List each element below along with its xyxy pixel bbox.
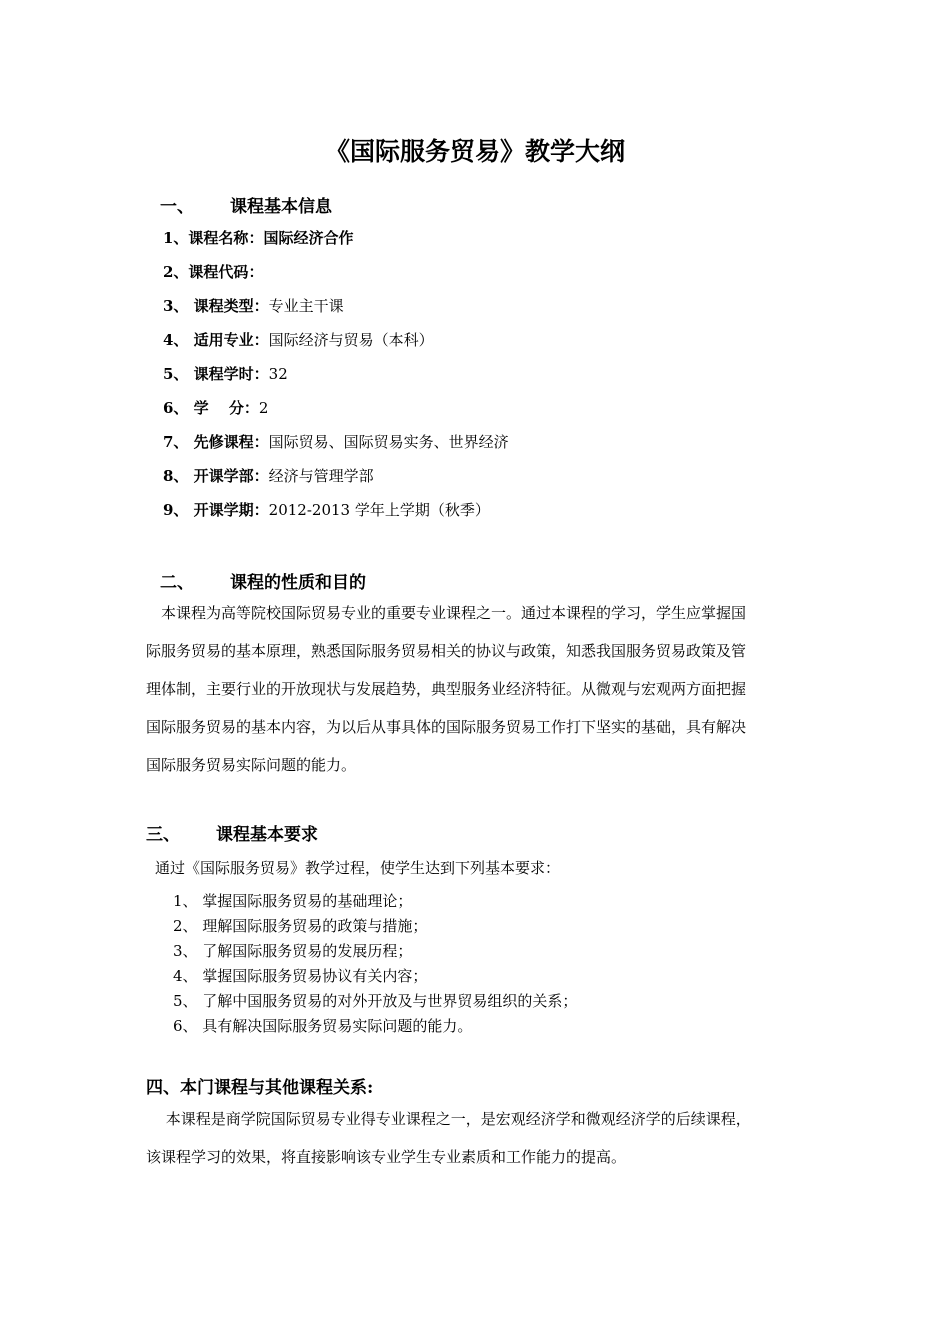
info-line: 6、 学 分：2: [163, 399, 269, 417]
requirement-item: 4、 掌握国际服务贸易协议有关内容；: [173, 967, 428, 985]
section-number: 二、: [160, 573, 194, 593]
document-title: 《国际服务贸易》教学大纲: [324, 137, 625, 166]
section-title: 课程基本要求: [216, 825, 318, 845]
section-title: 课程基本信息: [230, 197, 332, 217]
section-3-heading: [146, 820, 318, 845]
requirements-intro: 通过《国际服务贸易》教学过程，使学生达到下列基本要求：: [155, 859, 561, 877]
info-line: 7、 先修课程：国际贸易、国际贸易实务、世界经济: [163, 433, 509, 451]
paragraph-line: 理体制，主要行业的开放现状与发展趋势，典型服务业经济特征。从微观与宏观两方面把握: [146, 680, 747, 698]
paragraph-line: 际服务贸易的基本原理，熟悉国际服务贸易相关的协议与政策，知悉我国服务贸易政策及管: [146, 642, 747, 660]
paragraph-line: 本课程是商学院国际贸易专业得专业课程之一，是宏观经济学和微观经济学的后续课程，: [146, 1110, 751, 1128]
info-line: 1、课程名称：国际经济合作: [163, 229, 354, 247]
paragraph-line: 国际服务贸易实际问题的能力。: [146, 756, 357, 774]
info-line: 9、 开课学期：2012-2013 学年上学期（秋季）: [163, 501, 490, 519]
section-title: 课程的性质和目的: [230, 573, 366, 593]
requirement-item: 6、 具有解决国际服务贸易实际问题的能力。: [173, 1017, 473, 1035]
info-line: 3、 课程类型：专业主干课: [163, 297, 344, 315]
info-line: 8、 开课学部：经济与管理学部: [163, 467, 374, 485]
requirement-item: 2、 理解国际服务贸易的政策与措施；: [173, 917, 428, 935]
section-number: 一、: [160, 197, 194, 217]
requirement-item: 3、 了解国际服务贸易的发展历程；: [173, 942, 413, 960]
section-2-heading: [160, 568, 366, 593]
section-2-paragraph: [146, 594, 826, 784]
section-4-paragraph: [146, 1100, 826, 1176]
section-number: 三、: [146, 825, 180, 845]
paragraph-line: 本课程为高等院校国际贸易专业的重要专业课程之一。通过本课程的学习，学生应掌握国: [146, 604, 747, 622]
requirement-item: 5、 了解中国服务贸易的对外开放及与世界贸易组织的关系；: [173, 992, 578, 1010]
info-line: 4、 适用专业：国际经济与贸易（本科）: [163, 331, 434, 349]
requirement-item: 1、 掌握国际服务贸易的基础理论；: [173, 892, 413, 910]
paragraph-line: 国际服务贸易的基本内容，为以后从事具体的国际服务贸易工作打下坚实的基础，具有解决: [146, 718, 747, 736]
section-4-heading: 四、本门课程与其他课程关系:: [146, 1078, 374, 1098]
paragraph-line: 该课程学习的效果，将直接影响该专业学生专业素质和工作能力的提高。: [146, 1148, 627, 1166]
info-line: 2、课程代码：: [163, 263, 264, 281]
info-line: 5、 课程学时：32: [163, 365, 288, 383]
section-1-heading: [160, 192, 332, 217]
